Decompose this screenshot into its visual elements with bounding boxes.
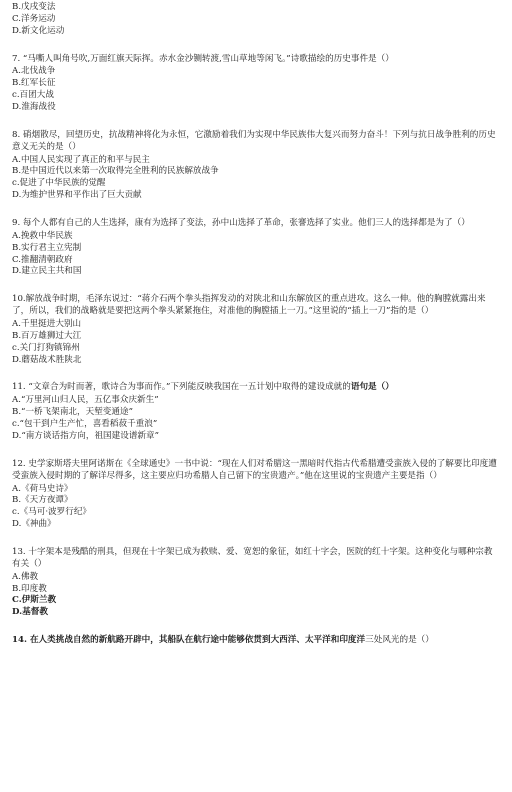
option-b: B.百万雄狮过大江	[12, 330, 82, 341]
option-a: A.佛教	[12, 571, 39, 582]
option-b: B.《天方夜谭》	[12, 495, 73, 506]
option-a: A.北伐战争	[12, 66, 56, 77]
option-b: B.是中国近代以来第一次取得完全胜利的民族解放战争	[12, 166, 219, 177]
option-a: A.《荷马史诗》	[12, 483, 73, 494]
option-c: c.关门打狗镇锦州	[12, 342, 80, 353]
question-stem: 13. 十字架本是残酷的刑具，但现在十字架已成为救赎、爱、宽恕的象征，如红十字会，医院的红十字架。这种变化与哪种宗教有关（）	[12, 546, 493, 569]
option-d: D.《神曲》	[12, 519, 56, 530]
option-c: C.伊斯兰教	[12, 595, 57, 606]
question-10	[12, 294, 500, 366]
option-b: B.“一桥飞架南北，天堑变通途”	[12, 407, 133, 418]
option-a: A.千里挺进大别山	[12, 319, 82, 330]
option-d: D.基督教	[12, 607, 48, 618]
question-13	[12, 547, 500, 619]
question-stem	[12, 635, 500, 647]
question-stem: 12. 史学家斯塔夫里阿诺斯在《全球通史》一书中说：“现在人们对希腊这一黑暗时代指古代希腊遭受蛮族入侵的了解要比印度遭受蛮族入侵时期的了解详尽得多，这主要应归功希腊人自己留下的宝贵遗产。”他在这里说的宝贵遗产主要是指（）	[12, 458, 497, 481]
question-14	[12, 635, 500, 647]
option: D.新文化运动	[12, 25, 65, 36]
option-c: c.“包干到户生产忙，喜看稻菽千重浪”	[12, 419, 158, 430]
option-b: B.实行君主立宪制	[12, 242, 82, 253]
option-c: c.《马可·波罗行纪》	[12, 507, 92, 518]
option: C.洋务运动	[12, 13, 56, 24]
question-stem-bold: 语句是（）	[350, 382, 394, 393]
option-a: A.“万里河山归人民，五亿事众庆新生”	[12, 395, 159, 406]
question-stem-bold: 14. 在人类挑战自然的新航路开辟中，其船队在航行途中能够依贯到大西洋、太平洋和印度洋	[12, 635, 366, 646]
option-d: D.“南方谈话指方向，祖国建设谱新章”	[12, 430, 160, 441]
option: B.戊戌变法	[12, 2, 56, 12]
question-7	[12, 54, 500, 114]
option-d: D.淮海战役	[12, 102, 56, 113]
question-8	[12, 130, 500, 202]
question-stem	[12, 382, 500, 394]
option-d: D.蘑菇战术胜陕北	[12, 354, 82, 365]
question-stem: 9. 每个人都有自己的人生选择，康有为选择了变法，孙中山选择了革命，张謇选择了实业。他们三人的选择都是为了（）	[12, 218, 470, 229]
option-c: c.促进了中华民族的觉醒	[12, 178, 106, 189]
question-stem-tail: 三处风光的是（）	[365, 635, 434, 646]
option-a: A.中国人民实现了真正的和平与民主	[12, 154, 150, 165]
option-c: c.百团大战	[12, 90, 54, 101]
option-d: D.建立民主共和国	[12, 266, 82, 277]
option-d: D.为维护世界和平作出了巨大贡献	[12, 190, 142, 201]
option-b: B.印度教	[12, 583, 47, 594]
question-11	[12, 382, 500, 442]
question-12	[12, 459, 500, 531]
previous-question-options	[12, 2, 500, 38]
option-c: C.推翻清朝政府	[12, 254, 73, 265]
question-stem: 7. “马嘶人叫角号吹,万面红旗天际挥。赤水金沙铡转渡,雪山草地等闲飞。”诗歌描绘的历史事件是（）	[12, 53, 394, 64]
question-stem-text: 11. “文章合为时而著，歌诗合为事而作。”下列能反映我国在一五计划中取得的建设成就的	[12, 382, 351, 393]
option-b: B.红军长征	[12, 78, 56, 89]
question-9	[12, 218, 500, 278]
option-a: A.挽救中华民族	[12, 230, 73, 241]
question-stem: 10.解放战争时期，毛泽东说过：“蒋介石两个拳头指挥发动的对陕北和山东解放区的重点进攻。这么一伸。他的胸膛就露出来了，所以，我们的战略就是要把这两个拳头紧紧拖住，对准他的胸膛插上一刀。”这里说的“插上一刀”指的是（）	[12, 294, 486, 317]
question-stem: 8. 硝烟散尽，回望历史，抗战精神将化为永恒，它激励着我们为实现中华民族伟大复兴而努力奋斗！下列与抗日战争胜利的历史意义无关的是（）	[12, 129, 496, 152]
